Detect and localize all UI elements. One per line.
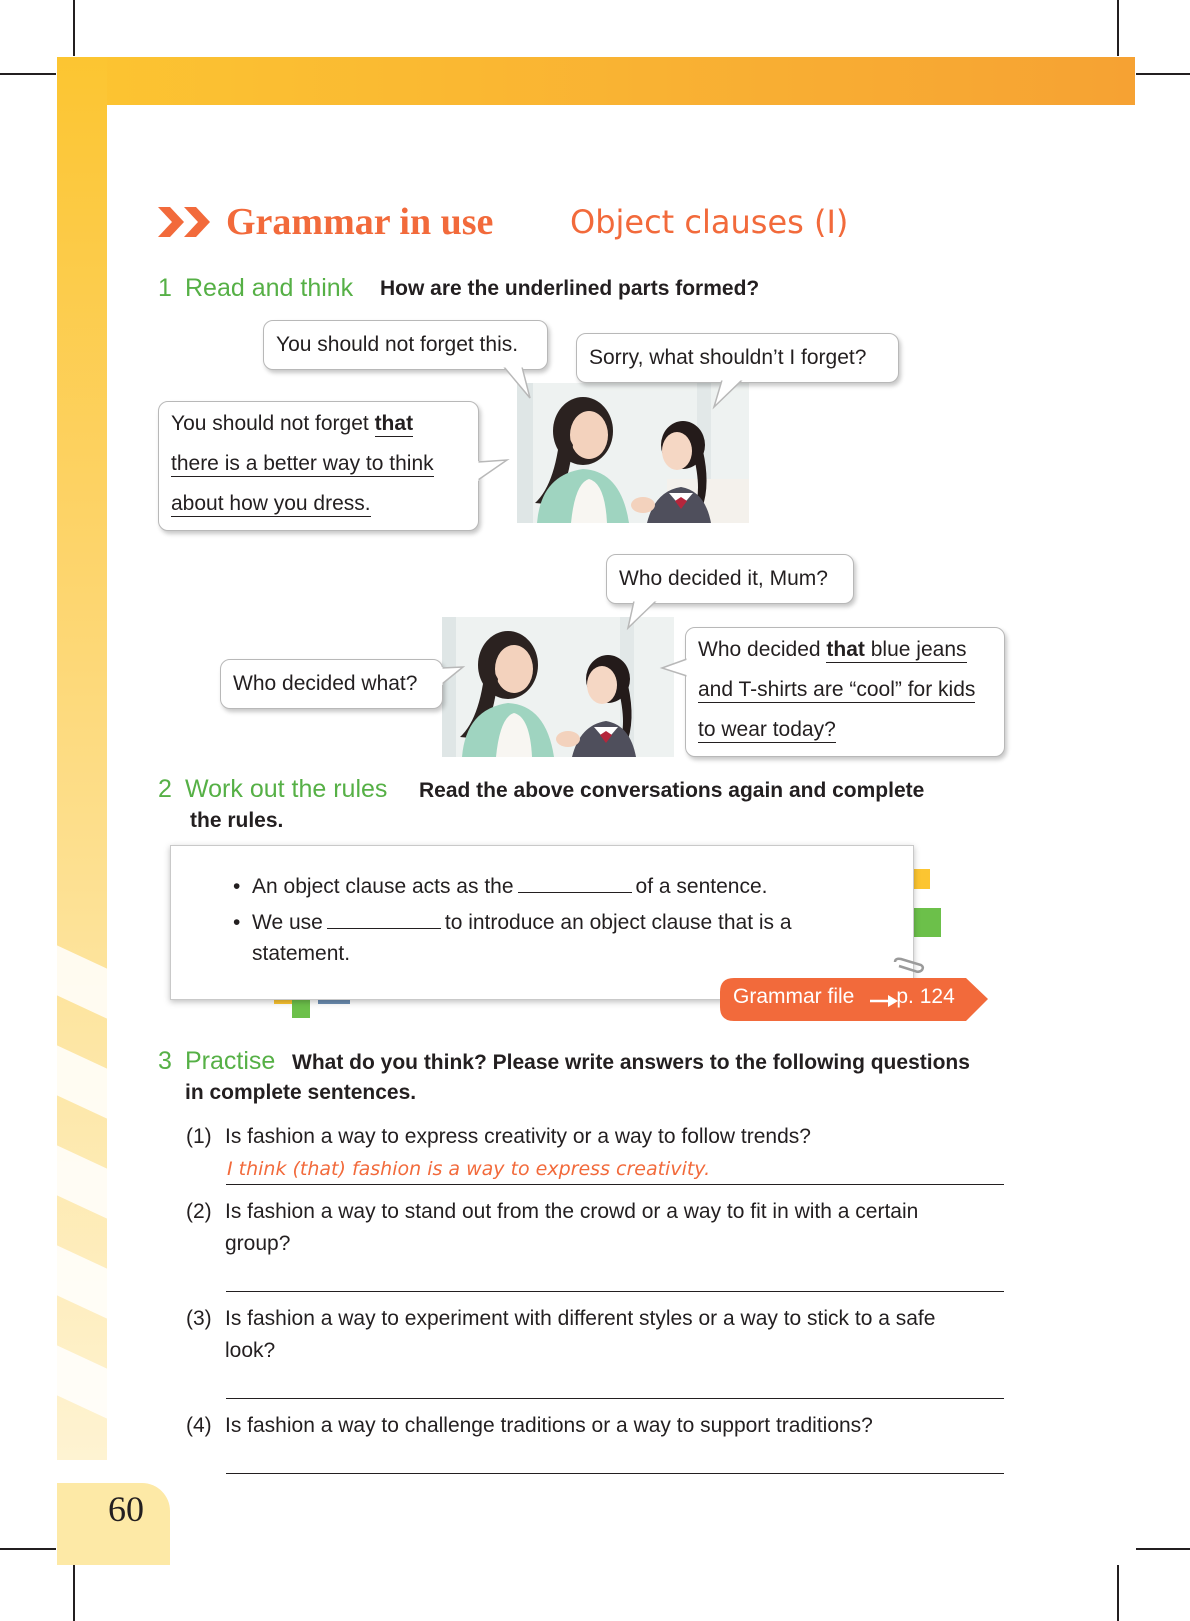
section-instruction: Read the above conversations again and complete — [419, 779, 925, 802]
page-title: Grammar in use — [226, 201, 494, 243]
crop-mark — [0, 1548, 56, 1550]
photo-mother-daughter — [442, 617, 674, 757]
crop-mark — [1117, 1565, 1119, 1621]
bubble-tail — [477, 458, 509, 484]
section-number: 2 — [158, 775, 172, 803]
question-text: Is fashion a way to challenge traditions or a way to support traditions? — [225, 1414, 873, 1437]
question-text: Is fashion a way to stand out from the crowd or a way to fit in with a certain — [225, 1200, 919, 1223]
answer-line[interactable] — [226, 1184, 1004, 1185]
bubble-tail — [660, 656, 688, 680]
question-number: (2) — [186, 1200, 212, 1223]
crop-mark — [73, 0, 75, 56]
section-title: Read and think — [185, 274, 354, 302]
question-number: (3) — [186, 1307, 212, 1330]
speech-bubble: Who decided it, Mum? — [606, 554, 854, 604]
crop-mark — [73, 1565, 75, 1621]
answer-line[interactable] — [226, 1291, 1004, 1292]
crop-mark — [0, 73, 56, 75]
question-text: Is fashion a way to experiment with different styles or a way to stick to a safe — [225, 1307, 936, 1330]
section-number: 1 — [158, 274, 172, 302]
section-instruction: What do you think? Please write answers to the following questions — [292, 1051, 970, 1074]
page-subtitle: Object clauses (I) — [570, 203, 849, 241]
sample-answer: I think (that) fashion is a way to express creativity. — [227, 1158, 711, 1180]
blank-line[interactable] — [327, 910, 441, 929]
bubble-tail — [712, 379, 746, 409]
double-chevron-icon — [158, 207, 214, 237]
bubble-tail — [500, 366, 534, 400]
side-band — [57, 57, 107, 1460]
crop-mark — [1136, 1548, 1190, 1550]
grammar-file-link[interactable]: Grammar file p. 124 — [733, 985, 955, 1008]
section-instruction: How are the underlined parts formed? — [380, 277, 760, 300]
rules-box — [170, 845, 914, 1000]
question-number: (1) — [186, 1125, 212, 1148]
speech-bubble: You should not forget this. — [263, 320, 548, 370]
section-instruction: in complete sentences. — [185, 1081, 417, 1104]
question-number: (4) — [186, 1414, 212, 1437]
page-number: 60 — [108, 1489, 144, 1529]
bubble-tail — [626, 600, 660, 630]
rule-item: • We use to introduce an object clause that is a — [233, 911, 792, 934]
sticky-note-decoration — [910, 908, 941, 937]
answer-line[interactable] — [226, 1473, 1004, 1474]
paperclip-icon — [893, 956, 925, 976]
speech-bubble: Who decided what? — [220, 659, 443, 709]
question-text: group? — [225, 1232, 291, 1255]
rule-item: statement. — [252, 942, 351, 965]
crop-mark — [1136, 73, 1190, 75]
header-band — [57, 57, 1135, 105]
section-title: Work out the rules — [185, 775, 388, 803]
section-title: Practise — [185, 1047, 276, 1075]
question-text: look? — [225, 1339, 276, 1362]
section-instruction: the rules. — [190, 809, 284, 832]
bubble-tail — [441, 664, 465, 690]
speech-bubble: Who decided that blue jeans and T-shirts are “cool” for kids to wear today? — [685, 627, 1005, 757]
section-number: 3 — [158, 1047, 172, 1075]
question-text: Is fashion a way to express creativity or a way to follow trends? — [225, 1125, 811, 1148]
rule-item: • An object clause acts as the of a sentence. — [233, 875, 768, 898]
crop-mark — [1117, 0, 1119, 56]
blank-line[interactable] — [518, 874, 632, 893]
answer-line[interactable] — [226, 1398, 1004, 1399]
speech-bubble: You should not forget that there is a better way to think about how you dress. — [158, 401, 479, 531]
speech-bubble: Sorry, what shouldn’t I forget? — [576, 333, 899, 383]
